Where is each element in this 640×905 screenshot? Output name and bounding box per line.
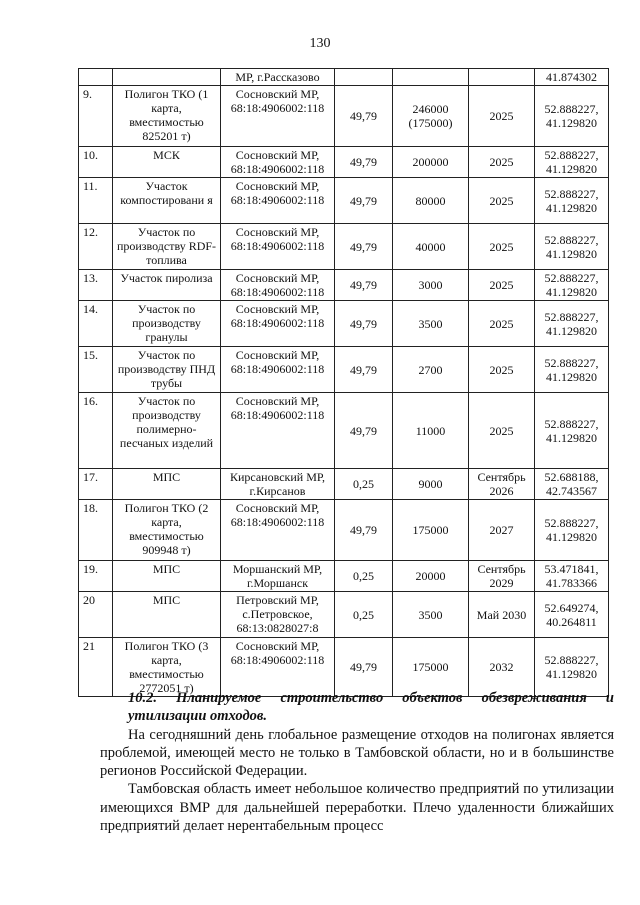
cell-year: 2025 — [469, 301, 535, 347]
section-number: 10.2. — [128, 690, 157, 706]
cell-capacity — [393, 69, 469, 86]
cell-capacity: 80000 — [393, 178, 469, 224]
table-row — [79, 393, 609, 469]
cell-area: 0,25 — [335, 592, 393, 638]
table-row — [79, 638, 609, 697]
table-row — [79, 301, 609, 347]
cell-coords: 52.888227, 41.129820 — [535, 147, 609, 178]
cell-coords: 52.888227, 41.129820 — [535, 224, 609, 270]
cell-area: 49,79 — [335, 301, 393, 347]
table-row — [79, 592, 609, 638]
cell-area: 49,79 — [335, 86, 393, 147]
cell-area: 49,79 — [335, 393, 393, 469]
cell-capacity: 175000 — [393, 638, 469, 697]
table-row — [79, 469, 609, 500]
cell-location: МР, г.Рассказово — [221, 69, 335, 86]
cell-location: Сосновский МР, 68:18:4906002:118 — [221, 500, 335, 561]
facilities-table — [78, 68, 609, 697]
section-text — [100, 689, 614, 835]
cell-year: 2025 — [469, 393, 535, 469]
cell-location: Петровский МР, с.Петровское, 68:13:0828027:8 — [221, 592, 335, 638]
cell-num — [79, 69, 113, 86]
cell-coords: 52.688188, 42.743567 — [535, 469, 609, 500]
table-row — [79, 178, 609, 224]
cell-area: 0,25 — [335, 469, 393, 500]
cell-year: Сентябрь 2029 — [469, 561, 535, 592]
cell-num: 16. — [79, 393, 113, 469]
cell-capacity: 3500 — [393, 592, 469, 638]
cell-coords: 53.471841, 41.783366 — [535, 561, 609, 592]
cell-year: 2025 — [469, 86, 535, 147]
cell-area: 49,79 — [335, 178, 393, 224]
cell-num: 17. — [79, 469, 113, 500]
cell-location: Сосновский МР, 68:18:4906002:118 — [221, 347, 335, 393]
table-row — [79, 500, 609, 561]
cell-coords: 52.888227, 41.129820 — [535, 270, 609, 301]
cell-num: 12. — [79, 224, 113, 270]
cell-capacity: 40000 — [393, 224, 469, 270]
cell-location: Моршанский МР, г.Моршанск — [221, 561, 335, 592]
cell-coords: 52.649274, 40.264811 — [535, 592, 609, 638]
cell-location: Сосновский МР, 68:18:4906002:118 — [221, 393, 335, 469]
table-row — [79, 270, 609, 301]
cell-location: Сосновский МР, 68:18:4906002:118 — [221, 638, 335, 697]
table-row — [79, 69, 609, 86]
cell-area: 49,79 — [335, 638, 393, 697]
page-number: 130 — [309, 36, 331, 51]
cell-year: 2025 — [469, 147, 535, 178]
cell-location: Сосновский МР, 68:18:4906002:118 — [221, 147, 335, 178]
cell-name — [113, 69, 221, 86]
cell-capacity: 246000 (175000) — [393, 86, 469, 147]
table-row — [79, 86, 609, 147]
cell-area: 49,79 — [335, 347, 393, 393]
table-row — [79, 147, 609, 178]
cell-location: Кирсановский МР, г.Кирсанов — [221, 469, 335, 500]
paragraph: Тамбовская область имеет небольшое количество предприятий по утилизации имеющихся ВМР для дальнейшей переработки. Плечо удаленности ближайших предприятий делает нерентабельным процесс — [100, 781, 614, 835]
cell-coords: 52.888227, 41.129820 — [535, 301, 609, 347]
cell-capacity: 175000 — [393, 500, 469, 561]
cell-name: Участок компостировани я — [113, 178, 221, 224]
cell-num: 10. — [79, 147, 113, 178]
cell-year: 2025 — [469, 178, 535, 224]
cell-num: 13. — [79, 270, 113, 301]
table-row — [79, 561, 609, 592]
cell-name: МПС — [113, 469, 221, 500]
cell-name: Участок по производству гранулы — [113, 301, 221, 347]
cell-num: 20 — [79, 592, 113, 638]
cell-num: 19. — [79, 561, 113, 592]
cell-area: 49,79 — [335, 500, 393, 561]
cell-name: Участок по производству RDF-топлива — [113, 224, 221, 270]
table-row — [79, 347, 609, 393]
cell-name: Участок по производству полимерно-песчаных изделий — [113, 393, 221, 469]
cell-num: 18. — [79, 500, 113, 561]
cell-num: 14. — [79, 301, 113, 347]
cell-name: Участок пиролиза — [113, 270, 221, 301]
cell-year: Сентябрь 2026 — [469, 469, 535, 500]
cell-coords: 52.888227, 41.129820 — [535, 500, 609, 561]
cell-year: 2027 — [469, 500, 535, 561]
cell-year: 2025 — [469, 224, 535, 270]
cell-num: 11. — [79, 178, 113, 224]
cell-capacity: 2700 — [393, 347, 469, 393]
cell-year — [469, 69, 535, 86]
cell-area: 49,79 — [335, 147, 393, 178]
cell-name: Полигон ТКО (1 карта, вместимостью 825201 т) — [113, 86, 221, 147]
cell-year: 2025 — [469, 270, 535, 301]
cell-name: МПС — [113, 592, 221, 638]
section-title: Планируемое строительство объектов обезвреживания и утилизации отходов. — [128, 690, 615, 725]
cell-capacity: 9000 — [393, 469, 469, 500]
cell-coords: 52.888227, 41.129820 — [535, 86, 609, 147]
cell-area: 49,79 — [335, 270, 393, 301]
cell-name: МСК — [113, 147, 221, 178]
cell-capacity: 11000 — [393, 393, 469, 469]
cell-location: Сосновский МР, 68:18:4906002:118 — [221, 224, 335, 270]
paragraph: На сегодняшний день глобальное размещение отходов на полигонах является проблемой, имеющей место не только в Тамбовской области, но и в большинстве регионов Российской Федерации. — [100, 726, 614, 780]
cell-name: Полигон ТКО (3 карта, вместимостью 2772051 т) — [113, 638, 221, 697]
cell-location: Сосновский МР, 68:18:4906002:118 — [221, 178, 335, 224]
cell-coords: 52.888227, 41.129820 — [535, 393, 609, 469]
cell-location: Сосновский МР, 68:18:4906002:118 — [221, 270, 335, 301]
cell-coords: 52.888227, 41.129820 — [535, 178, 609, 224]
cell-capacity: 200000 — [393, 147, 469, 178]
cell-location: Сосновский МР, 68:18:4906002:118 — [221, 86, 335, 147]
cell-area: 49,79 — [335, 224, 393, 270]
cell-name: МПС — [113, 561, 221, 592]
table-row — [79, 224, 609, 270]
cell-capacity: 3500 — [393, 301, 469, 347]
cell-num: 9. — [79, 86, 113, 147]
cell-year: 2025 — [469, 347, 535, 393]
cell-name: Участок по производству ПНД трубы — [113, 347, 221, 393]
cell-coords: 52.888227, 41.129820 — [535, 347, 609, 393]
cell-capacity: 20000 — [393, 561, 469, 592]
section-heading — [100, 689, 614, 726]
cell-area: 0,25 — [335, 561, 393, 592]
cell-num: 15. — [79, 347, 113, 393]
cell-year: 2032 — [469, 638, 535, 697]
cell-coords: 41.874302 — [535, 69, 609, 86]
cell-name: Полигон ТКО (2 карта, вместимостью 909948 т) — [113, 500, 221, 561]
cell-coords: 52.888227, 41.129820 — [535, 638, 609, 697]
cell-location: Сосновский МР, 68:18:4906002:118 — [221, 301, 335, 347]
cell-num: 21 — [79, 638, 113, 697]
cell-capacity: 3000 — [393, 270, 469, 301]
cell-year: Май 2030 — [469, 592, 535, 638]
cell-area — [335, 69, 393, 86]
